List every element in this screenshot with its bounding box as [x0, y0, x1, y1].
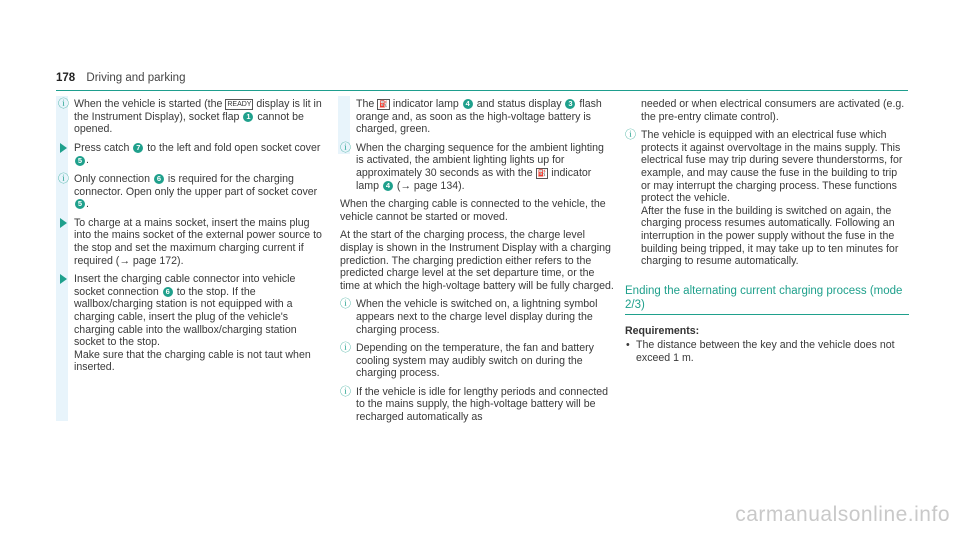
paragraph: At the start of the charging process, the charge level display is shown in the Instrument Display with a charging prediction. The charging prediction either refers to the predicted charge level at the set departure time, or the time at which the high-voltage battery will be fully charged.	[340, 229, 614, 292]
section-title: Ending the alternating current charging process (mode 2/3)	[625, 284, 909, 315]
indicator-symbol: READY	[227, 100, 252, 108]
info-icon: ⓘ	[340, 342, 351, 355]
indicator-symbol: ⛽	[379, 100, 388, 108]
column-2	[340, 98, 614, 430]
callout-number: 3	[565, 99, 575, 109]
page-number: 178	[56, 72, 76, 84]
callout-number: 1	[243, 112, 253, 122]
callout-number: 4	[463, 99, 473, 109]
info-note: ⓘ The vehicle is equipped with an electrical fuse which protects it against overvoltage in the mains supply. This electrical fuse may trip during severe thunderstorms, for example, and may cause the fuse in the building to trip or may interrupt the charging process. These functions protect the vehicle. After the fuse in the building is switched on again, the charging process resumes automatically. Following an interruption in the power supply without the fuse in the building being tripped, it may take up to ten minutes for charging to resume automatically.	[625, 129, 903, 268]
callout-number: 6	[154, 174, 164, 184]
callout-number: 6	[163, 287, 173, 297]
info-icon: ⓘ	[340, 141, 351, 154]
info-note: ⓘ When the charging sequence for the ambient lighting is activated, the ambient lighting lights up for approximately 30 seconds as with the ⛽ indicator lamp 4 (→ page 134).	[340, 141, 604, 192]
callout-number: 5	[75, 156, 85, 166]
info-note: ⓘ Only connection 6 is required for the charging connector. Open only the upper part of socket cover 5 .	[58, 172, 318, 211]
info-note: ⓘ When the vehicle is started (the READY display is lit in the Instrument Display), socket flap 1 cannot be opened.	[58, 98, 322, 136]
instruction-step: Insert the charging cable connector into vehicle socket connection 6 to the stop. If the wallbox/charging station is not equipped with a charging cable, insert the plug of the vehicle's charging cable into the wallbox/charging station socket to the stop. Make sure that the charging cable is not taut when inserted.	[58, 273, 324, 374]
result-text: The ⛽ indicator lamp 4 and status display 3 flash orange and, as soon as the high-voltage battery is charged, green.	[356, 98, 602, 136]
watermark: carmanualsonline.info	[735, 503, 950, 526]
header-rule	[56, 90, 908, 91]
page-header	[56, 72, 185, 84]
callout-number: 5	[75, 199, 85, 209]
callout-number: 7	[133, 143, 143, 153]
info-icon: ⓘ	[58, 172, 69, 185]
info-icon: ⓘ	[340, 385, 351, 398]
result-text: needed or when electrical consumers are activated (e.g. the pre-entry climate control).	[641, 98, 905, 123]
step-arrow-icon	[60, 143, 67, 153]
step-arrow-icon	[60, 274, 67, 284]
callout-number: 4	[383, 181, 393, 191]
info-icon: ⓘ	[625, 129, 636, 142]
requirement-item: • The distance between the key and the vehicle does not exceed 1 m.	[625, 339, 909, 364]
column-1	[58, 98, 324, 380]
info-icon: ⓘ	[58, 98, 69, 110]
instruction-step: To charge at a mains socket, insert the mains plug into the mains socket of the external power source to the stop and set the maximum charging current if required (→ page 172).	[58, 217, 324, 267]
info-note: ⓘ Depending on the temperature, the fan and battery cooling system may audibly switch on during the charging process.	[340, 342, 594, 380]
requirements-label: Requirements:	[625, 324, 700, 337]
section-name: Driving and parking	[86, 72, 186, 84]
indicator-symbol: ⛽	[537, 169, 547, 177]
info-note: ⓘ When the vehicle is switched on, a lightning symbol appears next to the charge level display during the charging process.	[340, 298, 598, 336]
column-3	[625, 98, 909, 365]
step-arrow-icon	[60, 218, 67, 228]
instruction-step: Press catch 7 to the left and fold open socket cover 5 .	[58, 142, 324, 167]
info-note: ⓘ If the vehicle is idle for lengthy periods and connected to the mains supply, the high-voltage battery will be recharged automatically as	[340, 385, 609, 424]
info-icon: ⓘ	[340, 298, 351, 311]
paragraph: When the charging cable is connected to the vehicle, the vehicle cannot be started or moved.	[340, 198, 606, 223]
